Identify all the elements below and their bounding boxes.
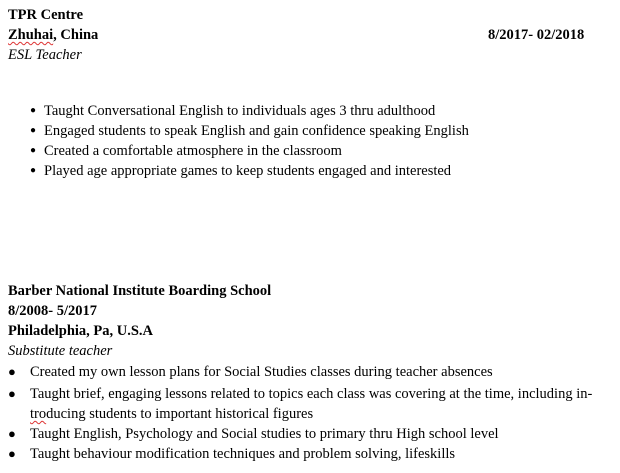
job1-location	[8, 27, 98, 44]
job2-company: Barber National Institute Boarding School	[8, 283, 272, 299]
job1-location-city: Zhuhai	[8, 27, 54, 43]
job1-location-rest: , China	[53, 27, 99, 43]
job1-company: TPR Centre	[8, 7, 84, 23]
list-item: ● Played age appropriate games to keep students engaged and interested	[30, 163, 452, 179]
bullet-icon: ●	[30, 145, 37, 156]
job2-title: Substitute teacher	[8, 343, 113, 359]
job1-title: ESL Teacher	[8, 47, 82, 63]
list-item: ● Created a comfortable atmosphere in the classroom	[30, 143, 342, 159]
job2-location: Philadelphia, Pa, U.S.A	[8, 323, 154, 339]
bullet-icon: ●	[30, 105, 37, 116]
bullet-icon: ●	[30, 165, 37, 176]
job1-dates: 8/2017- 02/2018	[488, 27, 585, 43]
bullet-icon: ●	[8, 364, 16, 379]
list-item: ● Taught Conversational English to individuals ages 3 thru adulthood	[30, 103, 436, 119]
list-item: ● Engaged students to speak English and gain confidence speaking English	[30, 123, 469, 139]
bullet-icon: ●	[8, 426, 16, 441]
job2-dates: 8/2008- 5/2017	[8, 303, 98, 319]
bullet-icon: ●	[8, 386, 16, 401]
list-item: ● Taught English, Psychology and Social studies to primary thru High school level	[8, 426, 499, 442]
list-item-continuation: troducing students to important historical figures	[30, 406, 314, 422]
bullet-icon: ●	[8, 446, 16, 461]
list-item: ● Taught brief, engaging lessons related to topics each class was covering at the time, including in-	[8, 386, 593, 402]
list-item: ● Created my own lesson plans for Social Studies classes during teacher absences	[8, 364, 493, 380]
list-item: ● Taught behaviour modification techniques and problem solving, lifeskills	[8, 446, 456, 462]
bullet-icon: ●	[30, 125, 37, 136]
